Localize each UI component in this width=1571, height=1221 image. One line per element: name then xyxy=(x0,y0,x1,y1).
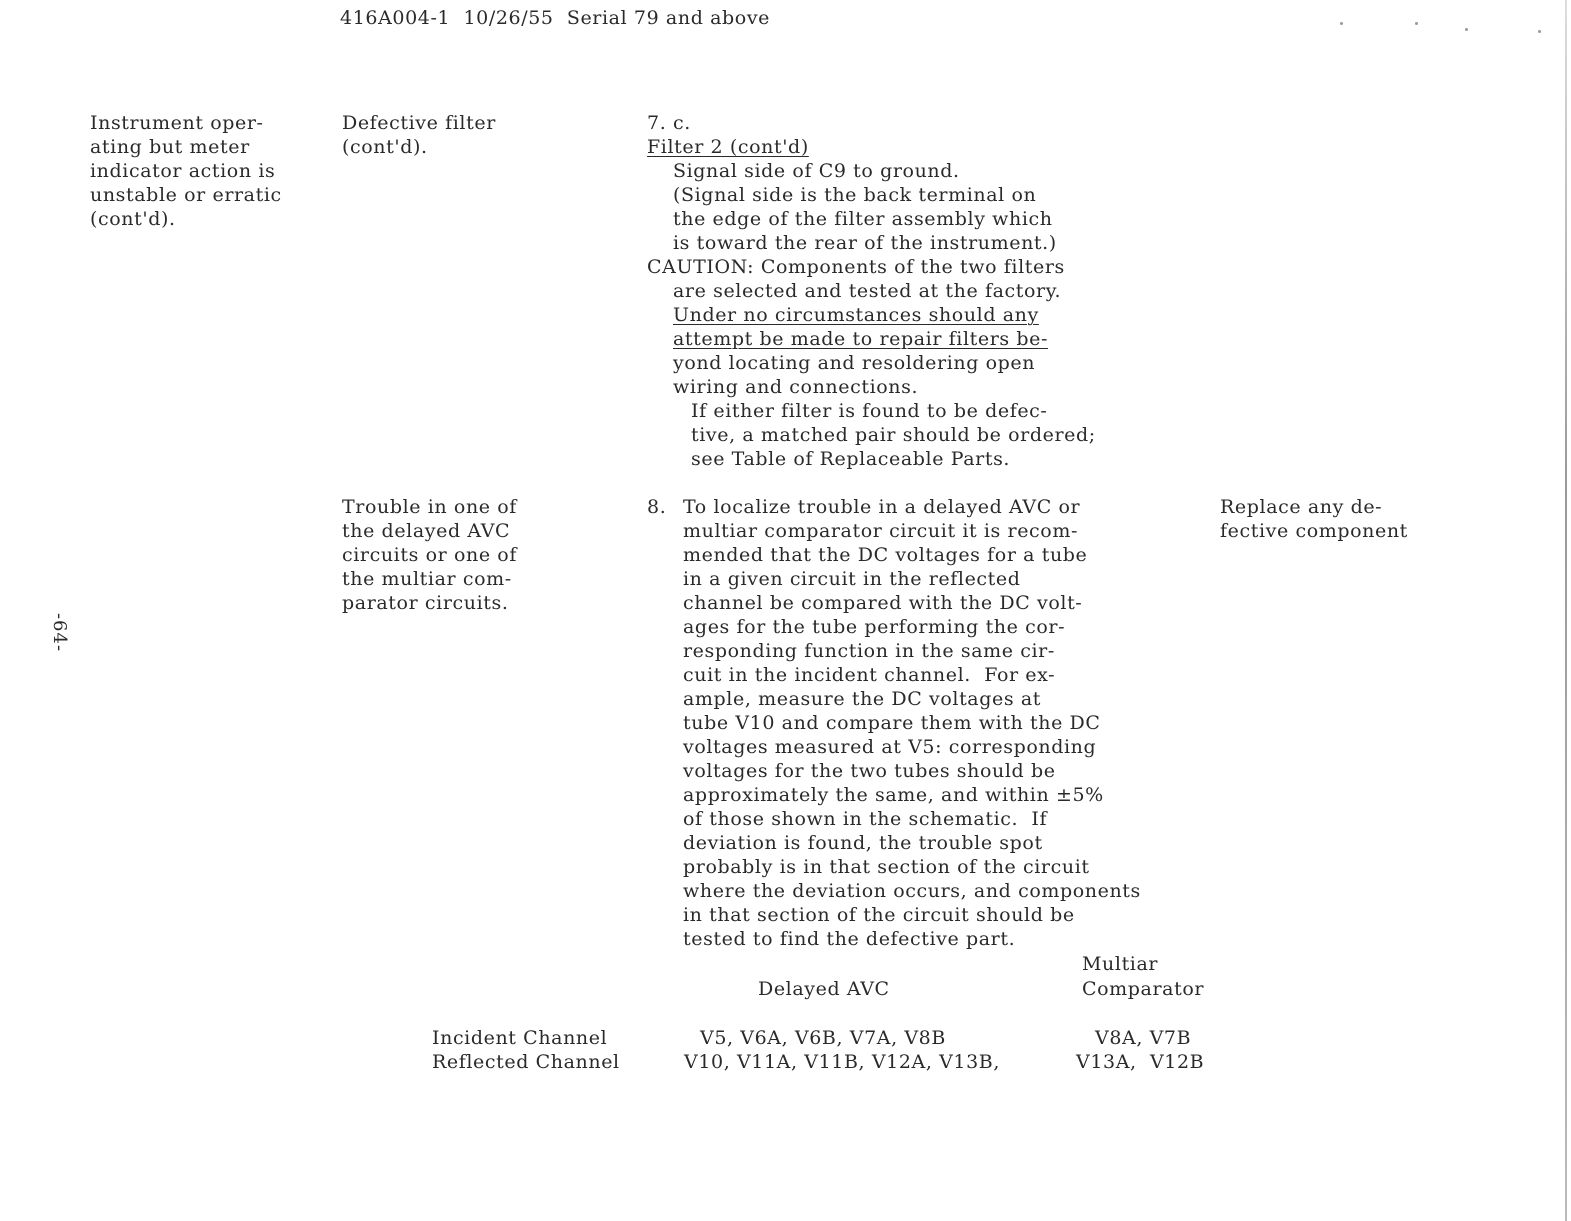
procedure-line: Signal side of C9 to ground. xyxy=(673,160,960,182)
procedure-line: ample, measure the DC voltages at xyxy=(683,688,1041,710)
scan-speck xyxy=(1538,30,1541,33)
avc-tubes: V10, V11A, V11B, V12A, V13B, xyxy=(684,1051,1001,1073)
caution-line: are selected and tested at the factory. xyxy=(673,280,1062,302)
col-header-multiar: Multiar xyxy=(1082,953,1159,975)
caution-line: CAUTION: Components of the two filters xyxy=(647,256,1065,278)
procedure-line: (Signal side is the back terminal on xyxy=(673,184,1037,206)
row-label: Incident Channel xyxy=(432,1027,608,1049)
cause-line: the delayed AVC xyxy=(342,520,511,542)
procedure-line: is toward the rear of the instrument.) xyxy=(673,232,1057,254)
symptom-line: indicator action is xyxy=(90,160,276,182)
scan-speck xyxy=(1415,22,1418,25)
procedure-line: mended that the DC voltages for a tube xyxy=(683,544,1088,566)
procedure-line: tested to find the defective part. xyxy=(683,928,1016,950)
note-line: tive, a matched pair should be ordered; xyxy=(691,424,1096,446)
cause-line: (cont'd). xyxy=(342,136,428,158)
symptom-line: unstable or erratic xyxy=(90,184,282,206)
remedy-line: Replace any de- xyxy=(1220,496,1383,518)
symptom-line: Instrument oper- xyxy=(90,112,264,134)
procedure-line: responding function in the same cir- xyxy=(683,640,1055,662)
caution-line: wiring and connections. xyxy=(673,376,919,398)
caution-line: attempt be made to repair filters be- xyxy=(673,328,1049,350)
note-line: see Table of Replaceable Parts. xyxy=(691,448,1011,470)
note-line: If either filter is found to be defec- xyxy=(691,400,1048,422)
procedure-line: the edge of the filter assembly which xyxy=(673,208,1053,230)
procedure-line: multiar comparator circuit it is recom- xyxy=(683,520,1078,542)
page-edge xyxy=(1565,0,1567,1221)
cause-line: the multiar com- xyxy=(342,568,512,590)
procedure-line: voltages measured at V5: corresponding xyxy=(683,736,1097,758)
cause-line: Defective filter xyxy=(342,112,496,134)
procedure-line: tube V10 and compare them with the DC xyxy=(683,712,1101,734)
remedy-line: fective component xyxy=(1220,520,1408,542)
col-header-delayed-avc: Delayed AVC xyxy=(758,978,890,1000)
procedure-line: in that section of the circuit should be xyxy=(683,904,1075,926)
procedure-line: deviation is found, the trouble spot xyxy=(683,832,1043,854)
procedure-line: where the deviation occurs, and components xyxy=(683,880,1141,902)
cause-line: parator circuits. xyxy=(342,592,509,614)
step-number: 8. xyxy=(647,496,667,518)
procedure-line: of those shown in the schematic. If xyxy=(683,808,1048,830)
cause-line: Trouble in one of xyxy=(342,496,517,518)
procedure-line: in a given circuit in the reflected xyxy=(683,568,1021,590)
symptom-line: (cont'd). xyxy=(90,208,176,230)
symptom-line: ating but meter xyxy=(90,136,250,158)
procedure-line: ages for the tube performing the cor- xyxy=(683,616,1066,638)
procedure-line: cuit in the incident channel. For ex- xyxy=(683,664,1056,686)
procedure-line: probably is in that section of the circuit xyxy=(683,856,1090,878)
cause-line: circuits or one of xyxy=(342,544,517,566)
avc-tubes: V5, V6A, V6B, V7A, V8B xyxy=(700,1027,946,1049)
caution-line: yond locating and resoldering open xyxy=(673,352,1036,374)
caution-line: Under no circumstances should any xyxy=(673,304,1039,326)
col-header-comparator: Comparator xyxy=(1082,978,1205,1000)
procedure-heading: Filter 2 (cont'd) xyxy=(647,136,809,158)
procedure-line: approximately the same, and within ±5% xyxy=(683,784,1104,806)
procedure-line: channel be compared with the DC volt- xyxy=(683,592,1083,614)
row-label: Reflected Channel xyxy=(432,1051,620,1073)
page-number: -64- xyxy=(49,612,71,653)
scan-speck xyxy=(1465,28,1468,31)
comparator-tubes: V8A, V7B xyxy=(1095,1027,1192,1049)
comparator-tubes: V13A, V12B xyxy=(1076,1051,1205,1073)
document-header: 416A004-1 10/26/55 Serial 79 and above xyxy=(340,7,771,29)
step-number: 7. c. xyxy=(647,112,691,134)
scan-speck xyxy=(1340,22,1343,25)
procedure-line: To localize trouble in a delayed AVC or xyxy=(683,496,1081,518)
procedure-line: voltages for the two tubes should be xyxy=(683,760,1056,782)
